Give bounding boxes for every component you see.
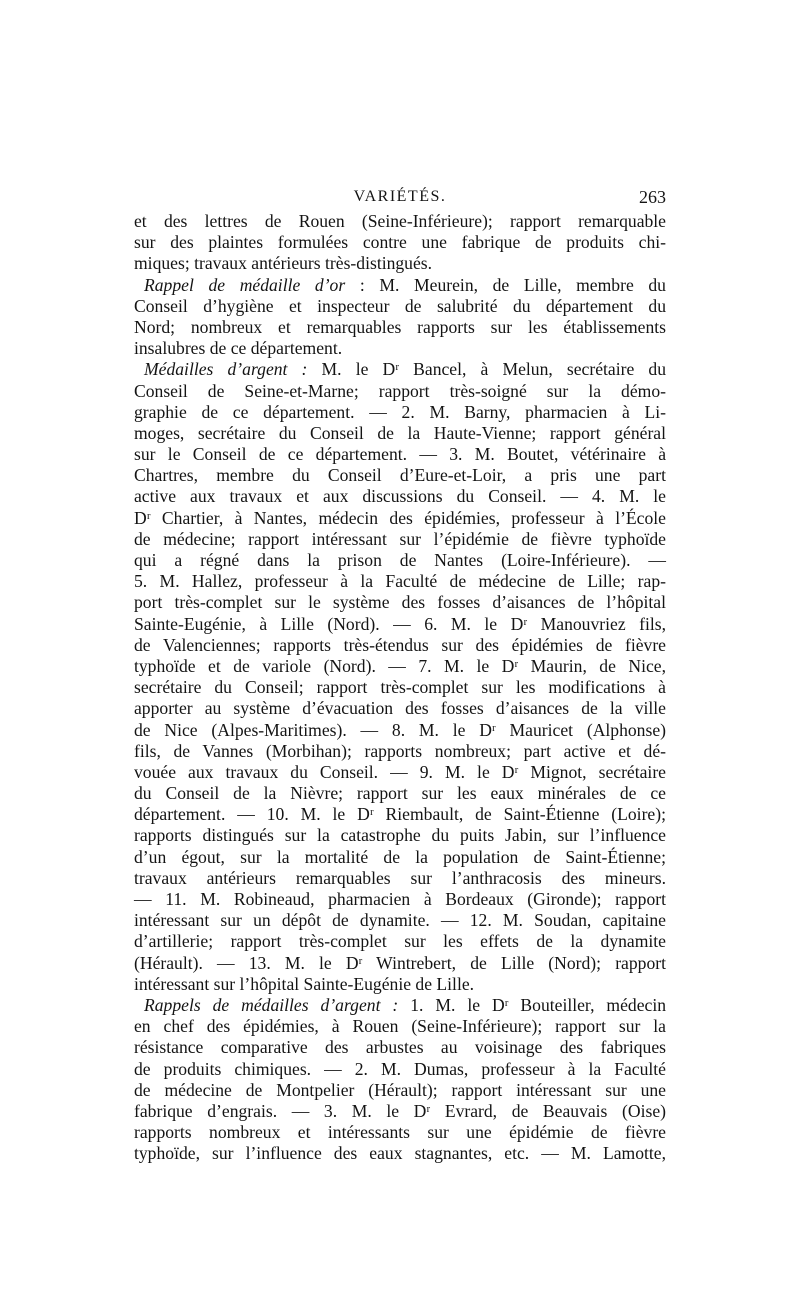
line-text: Conseil d’hygiène et inspecteur de salubrité du département du: [134, 295, 666, 316]
text-line: [134, 1037, 666, 1058]
line-text: d’un égout, sur la mortalité de la population de Saint-Étienne;: [134, 846, 666, 867]
line-text: en chef des épidémies, à Rouen (Seine-Inférieure); rapport sur la: [134, 1016, 666, 1037]
text-line: [134, 508, 666, 529]
text-line: [134, 847, 666, 868]
text-line: [134, 762, 666, 783]
text-line: [134, 804, 666, 825]
line-text: 5. M. Hallez, professeur à la Faculté de médecine de Lille; rap-: [134, 571, 666, 592]
text-line: [134, 423, 666, 444]
line-text: du Conseil de la Nièvre; rapport sur les eaux minérales de ce: [134, 783, 666, 804]
text-line: [134, 889, 666, 910]
line-text: qui a régné dans la prison de Nantes (Loire-Inférieure). —: [134, 550, 666, 570]
line-text: d’artillerie; rapport très-complet sur les effets de la dynamite: [134, 931, 666, 952]
text-line: [134, 465, 666, 486]
line-text: (Hérault). — 13. M. le Dʳ Wintrebert, de Lille (Nord); rapport: [134, 952, 666, 973]
line-text: — 11. M. Robineaud, pharmacien à Bordeaux (Gironde); rapport: [134, 889, 666, 909]
award-heading: Médailles d’argent :: [144, 359, 308, 380]
text-line: [134, 741, 666, 762]
text-line: [134, 253, 666, 274]
text-line: [134, 444, 666, 465]
text-line: [134, 635, 666, 656]
text-line: [134, 720, 666, 741]
line-text: de produits chimiques. — 2. M. Dumas, professeur à la Faculté: [134, 1058, 666, 1079]
line-text: travaux antérieurs remarquables sur l’anthracosis des mineurs.: [134, 867, 666, 888]
line-text: de Nice (Alpes-Maritimes). — 8. M. le Dʳ Mauricet (Alphonse): [134, 719, 666, 740]
line-text: miques; travaux antérieurs très-distingués.: [134, 253, 433, 274]
line-text: de médecine de Montpelier (Hérault); rapport intéressant sur une: [134, 1079, 666, 1100]
line-text: moges, secrétaire du Conseil de la Haute-Vienne; rapport général: [134, 422, 666, 443]
line-text: sur des plaintes formulées contre une fabrique de produits chi-: [134, 232, 666, 253]
text-line: [134, 825, 666, 846]
line-text: de Valenciennes; rapports très-étendus sur des épidémies de fièvre: [134, 634, 666, 655]
line-text: et des lettres de Rouen (Seine-Inférieure); rapport remarquable: [134, 211, 666, 231]
running-head-title: VARIÉTÉS.: [353, 188, 447, 205]
line-text: apporter au système d’évacuation des fosses d’aisances de la ville: [134, 698, 666, 719]
text-line: [134, 592, 666, 613]
text-line: [134, 338, 666, 359]
text-line: [134, 486, 666, 507]
line-text: Conseil de Seine-et-Marne; rapport très-soigné sur la démo-: [134, 380, 666, 401]
text-line: [134, 381, 666, 402]
line-text: typhoïde et de variole (Nord). — 7. M. le Dʳ Maurin, de Nice,: [134, 655, 666, 676]
text-line: [134, 953, 666, 974]
text-line: [134, 296, 666, 317]
text-line: [134, 974, 666, 995]
line-text: résistance comparative des arbustes au voisinage des fabriques: [134, 1037, 666, 1058]
text-line: [134, 1101, 666, 1122]
line-text: port très-complet sur le système des fosses d’aisances de l’hôpital: [134, 592, 666, 613]
text-line: [134, 317, 666, 338]
line-text: sur le Conseil de ce département. — 3. M. Boutet, vétérinaire à: [134, 444, 666, 465]
text-line: [134, 232, 666, 253]
text-line: [134, 677, 666, 698]
text-line: [134, 656, 666, 677]
line-text: graphie de ce département. — 2. M. Barny, pharmacien à Li-: [134, 401, 666, 422]
line-text: typhoïde, sur l’influence des eaux stagnantes, etc. — M. Lamotte,: [134, 1143, 666, 1164]
text-line: [134, 1122, 666, 1143]
text-line: [134, 1016, 666, 1037]
text-line: [134, 995, 666, 1016]
line-text: intéressant sur l’hôpital Sainte-Eugénie de Lille.: [134, 973, 475, 994]
line-text: insalubres de ce département.: [134, 338, 343, 359]
text-line: [134, 1143, 666, 1164]
line-text: de médecine; rapport intéressant sur l’épidémie de fièvre typhoïde: [134, 528, 666, 549]
text-line: [134, 1080, 666, 1101]
text-line: [134, 868, 666, 889]
text-line: [134, 614, 666, 635]
line-text: Chartres, membre du Conseil d’Eure-et-Loir, a pris une part: [134, 465, 666, 486]
text-line: [134, 550, 666, 571]
line-text: intéressant sur un dépôt de dynamite. — 12. M. Soudan, capitaine: [134, 910, 666, 931]
page-number: 263: [639, 187, 666, 207]
text-line: [134, 931, 666, 952]
line-text: Dʳ Chartier, à Nantes, médecin des épidémies, professeur à l’École: [134, 507, 666, 528]
line-text: active aux travaux et aux discussions du Conseil. — 4. M. le: [134, 486, 666, 507]
text-line: [134, 1059, 666, 1080]
text-line: [134, 571, 666, 592]
line-text: département. — 10. M. le Dʳ Riembault, de Saint-Étienne (Loire);: [134, 804, 666, 825]
text-line: [134, 783, 666, 804]
text-line: [134, 359, 666, 380]
line-text: rapports distingués sur la catastrophe du puits Jabin, sur l’influence: [134, 825, 666, 846]
line-text: Sainte-Eugénie, à Lille (Nord). — 6. M. le Dʳ Manouvriez fils,: [134, 613, 666, 634]
text-line: [134, 275, 666, 296]
award-heading: Rappel de médaille d’or: [144, 274, 346, 295]
award-heading: Rappels de médailles d’argent :: [144, 994, 399, 1015]
text-line: [134, 211, 666, 232]
running-head: [134, 185, 666, 209]
text-line: [134, 529, 666, 550]
body-text: [134, 211, 666, 1164]
text-line: [134, 910, 666, 931]
line-text: rapports nombreux et intéressants sur une épidémie de fièvre: [134, 1122, 666, 1143]
line-text: 1. M. le Dʳ Bouteiller, médecin: [398, 994, 666, 1015]
line-text: fils, de Vannes (Morbihan); rapports nombreux; part active et dé-: [134, 740, 666, 761]
line-text: Nord; nombreux et remarquables rapports sur les établissements: [134, 316, 666, 337]
line-text: secrétaire du Conseil; rapport très-complet sur les modifications à: [134, 677, 666, 698]
line-text: : M. Meurein, de Lille, membre du: [345, 274, 666, 295]
line-text: M. le Dʳ Bancel, à Melun, secrétaire du: [307, 359, 666, 380]
line-text: fabrique d’engrais. — 3. M. le Dʳ Evrard, de Beauvais (Oise): [134, 1100, 666, 1121]
text-line: [134, 698, 666, 719]
text-line: [134, 402, 666, 423]
line-text: vouée aux travaux du Conseil. — 9. M. le Dʳ Mignot, secrétaire: [134, 761, 666, 782]
